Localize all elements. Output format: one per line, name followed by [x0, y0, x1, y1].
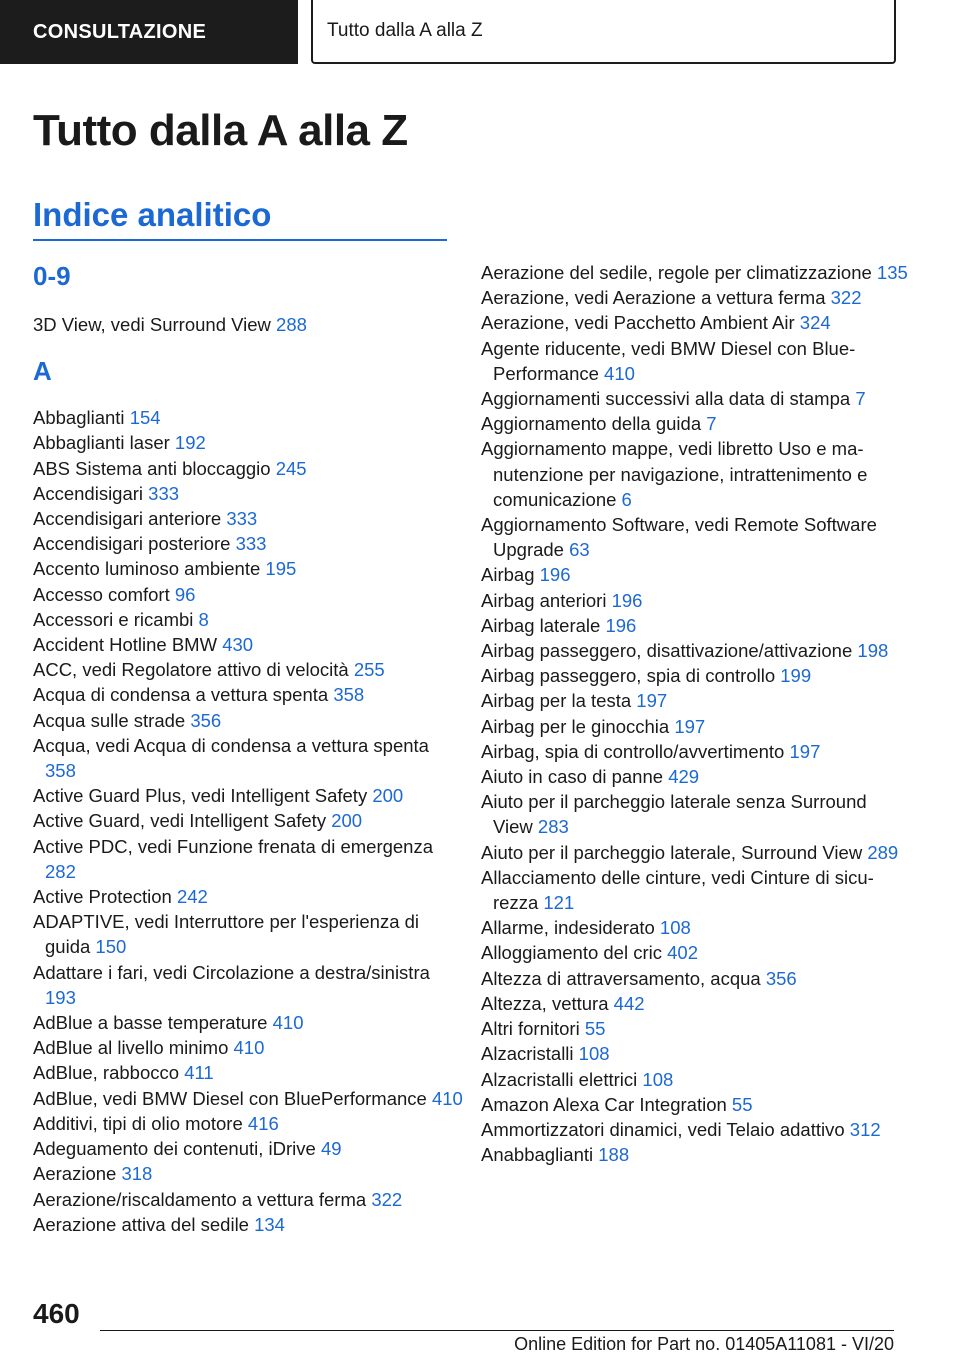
index-entry — [33, 481, 463, 506]
entry-page-link[interactable]: 288 — [276, 314, 307, 335]
index-entry — [481, 386, 911, 411]
index-entry — [481, 336, 911, 386]
entry-text: Abbaglianti laser — [33, 432, 170, 454]
index-entry — [33, 909, 463, 959]
entry-text: Alzacristalli elettrici — [481, 1068, 638, 1090]
index-entry — [481, 562, 911, 587]
index-entry — [33, 682, 463, 707]
index-entry — [481, 739, 911, 764]
entry-text: Additivi, tipi di olio motore — [33, 1112, 243, 1134]
index-entry — [33, 430, 463, 455]
entry-text: Aggiornamento della guida — [481, 413, 702, 435]
entry-page-link[interactable]: 411 — [184, 1062, 214, 1084]
entry-text: ABS Sistema anti bloccaggio — [33, 457, 271, 479]
entry-page-link[interactable]: 324 — [799, 312, 831, 334]
index-entry — [33, 1187, 463, 1212]
index-entry — [33, 808, 463, 833]
entry-page-link[interactable]: 55 — [731, 1093, 753, 1115]
entry-text: Airbag, spia di controllo/avvertimento — [481, 740, 785, 762]
entry-text: Aggiornamenti successivi alla data di stampa — [481, 388, 851, 410]
entry-text: Accento luminoso ambiente — [33, 558, 261, 580]
index-entry — [481, 1092, 911, 1117]
page-title: Tutto dalla A alla Z — [33, 106, 408, 155]
entry-text: Active Protection — [33, 886, 172, 908]
entry-text: Airbag anteriori — [481, 589, 607, 611]
entry-page-link[interactable]: 195 — [265, 558, 297, 580]
entry-page-link[interactable]: 193 — [45, 986, 76, 1008]
index-entry — [481, 310, 911, 335]
entry-page-link[interactable]: 200 — [331, 810, 363, 832]
entry-page-link[interactable]: 410 — [431, 1087, 463, 1109]
entry-page-link[interactable]: 442 — [613, 992, 645, 1014]
entry-text: Aerazione, vedi Pacchetto Ambient Air — [481, 312, 795, 334]
entry-page-link[interactable]: 333 — [235, 533, 267, 555]
chapter-header: Tutto dalla A alla Z — [311, 0, 896, 64]
entry-text: Aerazione/riscaldamento a vettura ferma — [33, 1188, 367, 1210]
entry-text: Aerazione del sedile, regole per climatizzazione — [481, 262, 872, 283]
entry-page-link[interactable]: 6 — [621, 488, 632, 510]
entry-page-link[interactable]: 333 — [148, 482, 180, 504]
entry-page-link[interactable]: 410 — [604, 362, 635, 384]
entry-page-link[interactable]: 416 — [247, 1112, 279, 1134]
entry-text: Amazon Alexa Car Integration — [481, 1093, 727, 1115]
entry-page-link[interactable]: 135 — [876, 262, 908, 283]
entry-text: Acqua, vedi Acqua di condensa a vettura spenta — [33, 734, 429, 756]
entry-page-link[interactable]: 197 — [789, 740, 821, 762]
entry-page-link[interactable]: 289 — [867, 841, 899, 863]
index-entry — [481, 411, 911, 436]
entry-text: Active Guard, vedi Intelligent Safety — [33, 810, 327, 832]
entry-text: Accessori e ricambi — [33, 608, 194, 630]
index-entry — [481, 1117, 911, 1142]
entry-text: Altezza, vettura — [481, 992, 609, 1014]
entry-page-link[interactable]: 55 — [584, 1018, 606, 1040]
index-entry — [481, 840, 911, 865]
entry-page-link[interactable]: 7 — [706, 413, 717, 435]
index-entry — [481, 1041, 911, 1066]
entry-page-link[interactable]: 283 — [537, 816, 569, 838]
index-entry — [33, 456, 463, 481]
entry-text: Alloggiamento del cric — [481, 942, 662, 964]
entry-page-link[interactable]: 356 — [765, 967, 797, 989]
entry-page-link[interactable]: 410 — [272, 1012, 304, 1034]
index-entry — [481, 991, 911, 1016]
entry-page-link[interactable]: 196 — [611, 589, 643, 611]
index-letter-heading: 0-9 — [33, 261, 71, 291]
entry-text: Altri fornitori — [481, 1018, 580, 1040]
section-tab: CONSULTAZIONE — [0, 0, 298, 64]
entry-text: 3D View, vedi Surround View — [33, 314, 271, 335]
index-entry — [481, 1142, 911, 1167]
entry-text: Accesso comfort — [33, 583, 170, 605]
entry-page-link[interactable]: 196 — [539, 564, 571, 586]
index-entry — [33, 405, 463, 430]
entry-text: Aiuto in caso di panne — [481, 766, 664, 788]
index-entry — [481, 663, 911, 688]
entry-text: Adattare i fari, vedi Circolazione a destra/sinistra — [33, 961, 430, 983]
entry-text: Aggiornamento Software, vedi Remote Software Upgrade — [481, 514, 877, 561]
index-entry — [481, 915, 911, 940]
entry-page-link[interactable]: 121 — [543, 892, 575, 914]
index-entry — [33, 1136, 463, 1161]
entry-page-link[interactable]: 188 — [598, 1144, 630, 1166]
entry-text: Acqua sulle strade — [33, 709, 186, 731]
index-entry — [481, 714, 911, 739]
entry-text: ADAPTIVE, vedi Interruttore per l'esperienza di guida — [33, 911, 420, 958]
entry-text: Airbag — [481, 564, 535, 586]
index-entry — [481, 940, 911, 965]
footer-edition: Online Edition for Part no. 01405A11081 - VI/20 — [514, 1334, 894, 1354]
entry-text: AdBlue a basse temperature — [33, 1012, 268, 1034]
entry-page-link[interactable]: 63 — [569, 539, 590, 561]
entry-page-link[interactable]: 198 — [857, 640, 889, 662]
entry-page-link[interactable]: 197 — [636, 690, 668, 712]
entry-text: Allacciamento delle cinture, vedi Cinture di sicurezza — [481, 866, 874, 914]
index-group-09 — [33, 312, 463, 337]
index-entry — [481, 285, 911, 310]
index-entry — [33, 1086, 463, 1111]
index-entry — [33, 834, 463, 884]
entry-page-link[interactable]: 430 — [222, 634, 254, 656]
entry-page-link[interactable]: 242 — [176, 886, 208, 908]
footer-rule — [100, 1330, 894, 1331]
entry-text: Aiuto per il parcheggio laterale senza Surround View — [481, 791, 867, 838]
entry-text: Aggiornamento mappe, vedi libretto Uso e manutenzione per navigazione, intrattenimento e comunicazione — [481, 438, 868, 510]
entry-page-link[interactable]: 7 — [855, 388, 866, 410]
entry-text: AdBlue, rabbocco — [33, 1062, 180, 1084]
entry-page-link[interactable]: 108 — [578, 1043, 610, 1065]
index-entry — [33, 1060, 463, 1085]
index-group-a-continued — [481, 260, 911, 1167]
entry-page-link[interactable]: 356 — [190, 709, 222, 731]
index-entry — [481, 588, 911, 613]
index-column-right — [481, 260, 911, 1167]
index-entry — [33, 607, 463, 632]
entry-text: Airbag per le ginocchia — [481, 715, 670, 737]
entry-text: Abbaglianti — [33, 407, 125, 429]
entry-page-link[interactable]: 108 — [659, 917, 691, 939]
entry-page-link[interactable]: 154 — [129, 407, 161, 429]
entry-text: Aiuto per il parcheggio laterale, Surround View — [481, 841, 863, 863]
entry-text: Airbag passeggero, spia di controllo — [481, 665, 776, 687]
index-entry — [33, 312, 463, 337]
index-entry — [33, 733, 463, 783]
entry-page-link[interactable]: 108 — [642, 1068, 674, 1090]
index-entry — [33, 708, 463, 733]
entry-page-link[interactable]: 402 — [667, 942, 698, 964]
index-entry — [33, 531, 463, 556]
entry-page-link[interactable]: 8 — [198, 608, 209, 630]
index-entry — [33, 506, 463, 531]
entry-text: Adeguamento dei contenuti, iDrive — [33, 1138, 316, 1160]
entry-page-link[interactable]: 134 — [254, 1213, 285, 1235]
index-entry — [481, 512, 911, 562]
entry-text: Accendisigari posteriore — [33, 533, 231, 555]
entry-text: Airbag laterale — [481, 614, 601, 636]
entry-text: Acqua di condensa a vettura spenta — [33, 684, 329, 706]
entry-page-link[interactable]: 196 — [605, 614, 637, 636]
index-entry — [33, 1111, 463, 1136]
index-entry — [33, 884, 463, 909]
entry-page-link[interactable]: 150 — [95, 936, 127, 958]
index-entry — [33, 960, 463, 1010]
index-entry — [481, 260, 911, 285]
index-entry — [481, 688, 911, 713]
entry-page-link[interactable]: 410 — [233, 1037, 265, 1059]
index-subtitle: Indice analitico — [33, 196, 272, 233]
entry-page-link[interactable]: 96 — [174, 583, 196, 605]
entry-page-link[interactable]: 282 — [45, 860, 76, 882]
entry-page-link[interactable]: 358 — [333, 684, 365, 706]
entry-text: Alzacristalli — [481, 1043, 574, 1065]
entry-page-link[interactable]: 192 — [174, 432, 206, 454]
entry-page-link[interactable]: 245 — [275, 457, 307, 479]
entry-text: ACC, vedi Regolatore attivo di velocità — [33, 659, 349, 681]
entry-page-link[interactable]: 49 — [320, 1138, 342, 1160]
entry-text: Altezza di attraversamento, acqua — [481, 967, 761, 989]
index-entry — [33, 783, 463, 808]
entry-text: Anabbaglianti — [481, 1144, 594, 1166]
entry-page-link[interactable]: 333 — [226, 508, 258, 530]
index-entry — [481, 436, 911, 512]
index-column-left — [33, 258, 463, 1237]
index-entry — [33, 556, 463, 581]
page-number: 460 — [33, 1298, 80, 1329]
entry-text: Accendisigari anteriore — [33, 508, 222, 530]
index-entry — [481, 789, 911, 839]
index-entry — [33, 632, 463, 657]
entry-page-link[interactable]: 358 — [45, 760, 76, 782]
index-entry — [33, 657, 463, 682]
subtitle-underline — [33, 239, 447, 241]
index-entry — [481, 764, 911, 789]
entry-text: AdBlue al livello minimo — [33, 1037, 229, 1059]
entry-text: Aerazione attiva del sedile — [33, 1213, 249, 1235]
entry-page-link[interactable]: 318 — [121, 1163, 153, 1185]
index-entry — [33, 1010, 463, 1035]
entry-text: Ammortizzatori dinamici, vedi Telaio adattivo — [481, 1118, 845, 1140]
entry-page-link[interactable]: 322 — [830, 287, 862, 309]
index-entry — [481, 613, 911, 638]
index-entry — [33, 1035, 463, 1060]
entry-page-link[interactable]: 200 — [372, 785, 404, 807]
index-entry — [481, 638, 911, 663]
entry-page-link[interactable]: 322 — [371, 1188, 403, 1210]
entry-text: Airbag per la testa — [481, 690, 632, 712]
entry-text: Accident Hotline BMW — [33, 634, 218, 656]
entry-text: Allarme, indesiderato — [481, 917, 655, 939]
index-entry — [33, 1212, 463, 1237]
entry-text: AdBlue, vedi BMW Diesel con BluePerformance — [33, 1087, 427, 1109]
entry-text: Accendisigari — [33, 482, 144, 504]
index-entry — [481, 865, 911, 915]
index-letter-heading: A — [33, 356, 52, 387]
entry-text: Active Guard Plus, vedi Intelligent Safety — [33, 785, 368, 807]
entry-text: Aerazione, vedi Aerazione a vettura ferma — [481, 287, 826, 309]
index-group-a — [33, 405, 463, 1237]
entry-text: Aerazione — [33, 1163, 117, 1185]
entry-text: Active PDC, vedi Funzione frenata di emergenza — [33, 835, 434, 857]
index-entry — [481, 966, 911, 991]
index-entry — [481, 1016, 911, 1041]
index-entry — [481, 1067, 911, 1092]
entry-page-link[interactable]: 199 — [780, 665, 812, 687]
entry-text: Airbag passeggero, disattivazione/attivazione — [481, 640, 853, 662]
index-entry — [33, 582, 463, 607]
entry-page-link[interactable]: 429 — [668, 766, 700, 788]
entry-page-link[interactable]: 312 — [849, 1118, 881, 1140]
entry-page-link[interactable]: 255 — [353, 659, 385, 681]
entry-page-link[interactable]: 197 — [674, 715, 706, 737]
entry-text: Agente riducente, vedi BMW Diesel con BluePerformance — [481, 337, 856, 384]
index-entry — [33, 1161, 463, 1186]
